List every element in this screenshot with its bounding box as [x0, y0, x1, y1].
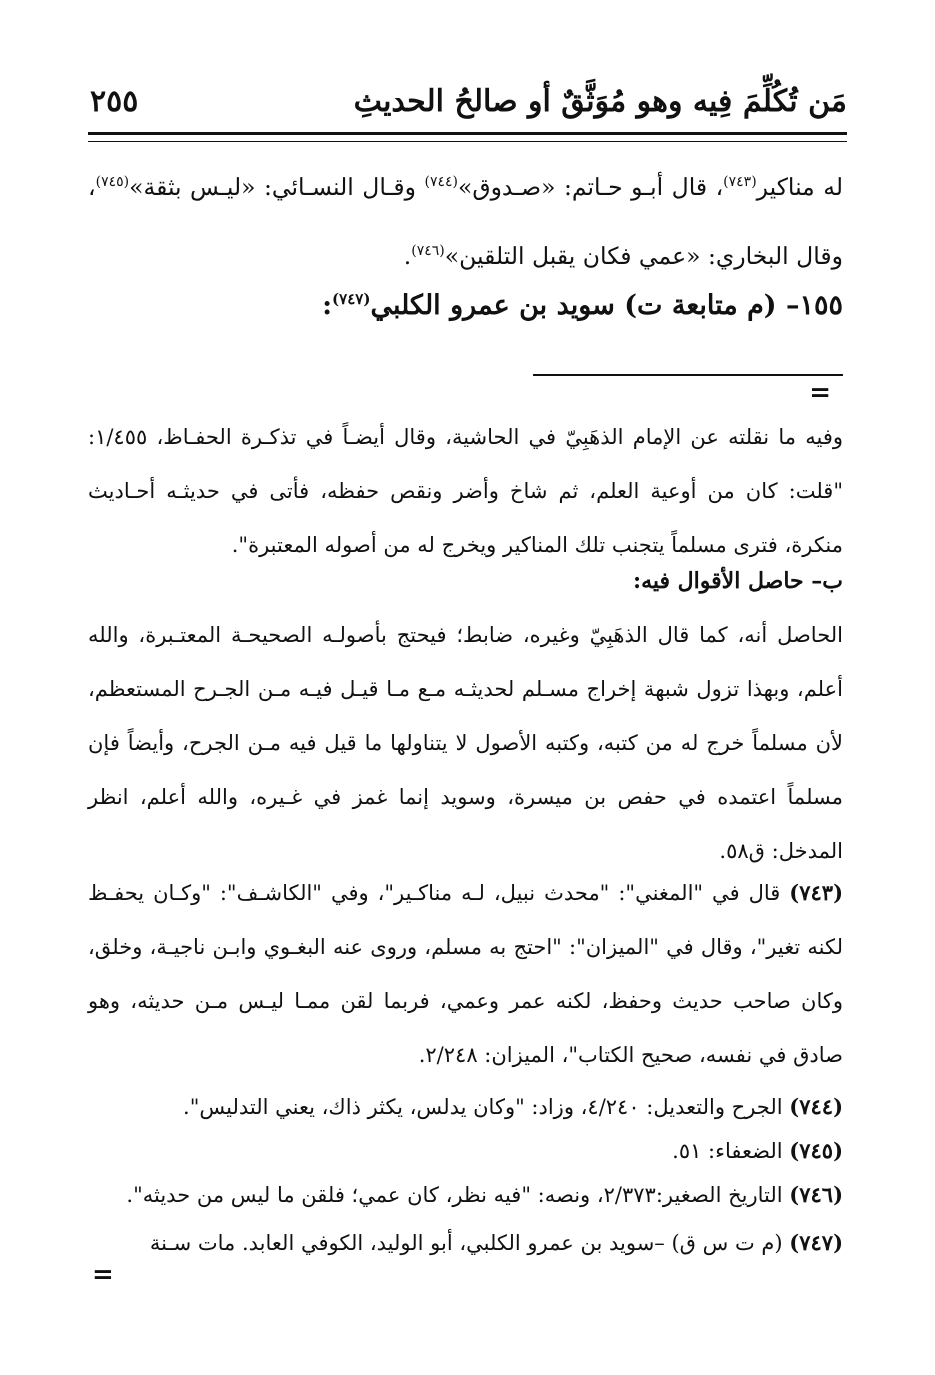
- footnote-text: (م ت س ق) –سويد بن عمرو الكلبي، أبو الوليد، الكوفي العابد. مات سـنة: [149, 1231, 790, 1255]
- footnote-746: [88, 1168, 843, 1222]
- footnote-text: التاريخ الصغير:٢/٣٧٣، ونصه: "فيه نظر، كان عمي؛ فلقن ما ليس من حديثه".: [126, 1183, 790, 1207]
- main-text-part: له مناكير: [756, 172, 843, 201]
- entry-label: ١٥٥– (م متابعة ت) سويد بن عمرو الكلبي: [370, 290, 843, 321]
- page-header: [88, 84, 847, 128]
- continuation-mark-bottom: =: [92, 1260, 114, 1290]
- page-number: ٢٥٥: [90, 84, 139, 119]
- footnote-subheading: ب– حاصل الأقوال فيه:: [632, 568, 843, 594]
- header-rule: [88, 132, 847, 142]
- footnote-ref-747: (٧٤٧): [332, 290, 371, 308]
- running-title: مَن تُكُلِّمَ فِيه وهو مُوَثَّقٌ أو صالحُ الحديثِ: [353, 84, 847, 119]
- footnote-text: الجرح والتعديل: ٤/٢٤٠، وزاد: "وكان يدلس، يكثر ذاك، يعني التدليس".: [183, 1095, 790, 1119]
- main-text-part: .: [403, 241, 412, 270]
- footnote-number: (٧٤٧): [789, 1230, 843, 1255]
- footnote-text: الضعفاء: ٥١.: [672, 1139, 790, 1163]
- footnote-747: [88, 1216, 843, 1270]
- footnote-text: قال في "المغني": "محدث نبيل، لـه مناكـير"، وفي "الكاشـف": "وكـان يحفـظ لكنه تغير"، وقال في "الميزان": "احتج به مسلم، وروى عنه البغـوي وابـن ناجيـة، وخلق، وكان صاحب حديث وحفظ، لكنه عمر وعمي، فربما لقن ممـا ليـس مـن حديثه، وهو صادق في نفسه، صحيح الكتاب"، الميزان: ٢/٢٤٨.: [88, 881, 843, 1067]
- footnote-separator: [533, 374, 843, 376]
- footnote-ref-743: (٧٤٣): [723, 174, 757, 190]
- footnote-body: الحاصل أنه، كما قال الذهَبِيّ وغيره، ضابط؛ فيحتج بأصولـه الصحيحـة المعتـبرة، والله أعلم، وبهذا تزول شبهة إخراج مسـلم لحديثـه مـع مـا قيـل فيـه مـن الجـرح المستعظم، لأن مسلماً خرج له من كتبه، وكتبه الأصول لا يتناولها ما قيل فيه مـن الجرح، وأيضاً فإن مسلماً اعتمده في حفص بن ميسرة، وسويد إنما غمز في غـيره، والله أعلم، انظر المدخل: ق٥٨.: [88, 623, 843, 863]
- footnote-ref-744: (٧٤٤): [424, 174, 458, 190]
- footnote-ref-745: (٧٤٥): [95, 174, 130, 190]
- footnote-number: (٧٤٤): [789, 1094, 843, 1119]
- footnote-number: (٧٤٣): [789, 880, 843, 905]
- continuation-mark-top: =: [809, 378, 831, 408]
- entry-colon: :: [322, 290, 333, 321]
- entry-heading: [322, 290, 843, 321]
- footnote-ref-746: (٧٤٦): [411, 242, 445, 259]
- footnote-continuation: وفيه ما نقلته عن الإمام الذهَبِيّ في الحاشية، وقال أيضـاً في تذكـرة الحفـاظ، ١/٤٥٥: "قلت: كان من أوعية العلم، ثم شاخ وأضر ونقص حفظه، فأتى في حديثـه أحـاديث منكرة، فترى مسلماً يتجنب تلك المناكير ويخرج له من أصوله المعتبرة".: [88, 425, 843, 557]
- footnote-number: (٧٤٦): [789, 1182, 843, 1207]
- footnote-743: [88, 866, 843, 1082]
- footnote-number: (٧٤٥): [789, 1138, 843, 1163]
- main-text: [88, 150, 843, 288]
- main-text-part: وقـال النسـائي: «ليـس بثقة»: [129, 172, 425, 201]
- main-text-part: ، قال أبـو حـاتم: «صـدوق»: [457, 172, 724, 201]
- main-text-part: ، وقال البخاري: «عمي فكان يقبل التلقين»: [88, 172, 843, 270]
